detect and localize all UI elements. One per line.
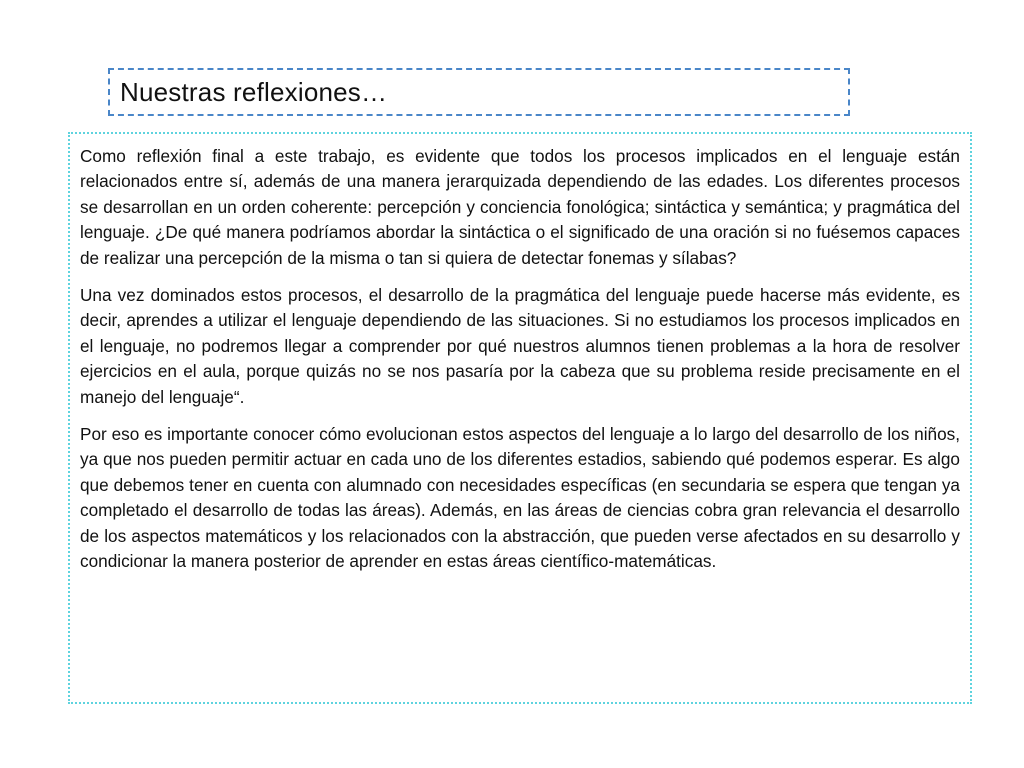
- title-box: [108, 68, 850, 116]
- paragraph-2: Una vez dominados estos procesos, el desarrollo de la pragmática del lenguaje puede hacerse más evidente, es decir, aprendes a utilizar el lenguaje dependiendo de las situaciones. Si no estudiamos los procesos implicados en el lenguaje, no podremos llegar a comprender por qué nuestros alumnos tienen problemas a la hora de resolver ejercicios en el aula, porque quizás no se nos pasaría por la cabeza que su problema reside precisamente en el manejo del lenguaje“.: [80, 285, 960, 407]
- paragraph-1: Como reflexión final a este trabajo, es evidente que todos los procesos implicados en el lenguaje están relacionados entre sí, además de una manera jerarquizada dependiendo de las edades. Los diferentes procesos se desarrollan en un orden coherente: percepción y conciencia fonológica; sintáctica y semántica; y pragmática del lenguaje. ¿De qué manera podríamos abordar la sintáctica o el significado de una oración si no fuésemos capaces de realizar una percepción de la misma o tan si quiera de detectar fonemas y sílabas?: [80, 146, 960, 268]
- body-text-box: [68, 132, 972, 704]
- slide-title: Nuestras reflexiones…: [120, 76, 388, 107]
- paragraph-3: Por eso es importante conocer cómo evolucionan estos aspectos del lenguaje a lo largo del desarrollo de los niños, ya que nos pueden permitir actuar en cada uno de los diferentes estadios, sabiendo qué podemos esperar. Es algo que debemos tener en cuenta con alumnado con necesidades específicas (en secundaria se espera que tengan ya completado el desarrollo de todas las áreas). Además, en las áreas de ciencias cobra gran relevancia el desarrollo de los aspectos matemáticos y los relacionados con la abstracción, que pueden verse afectados en su desarrollo y condicionar la manera posterior de aprender en estas áreas científico-matemáticas.: [80, 424, 960, 572]
